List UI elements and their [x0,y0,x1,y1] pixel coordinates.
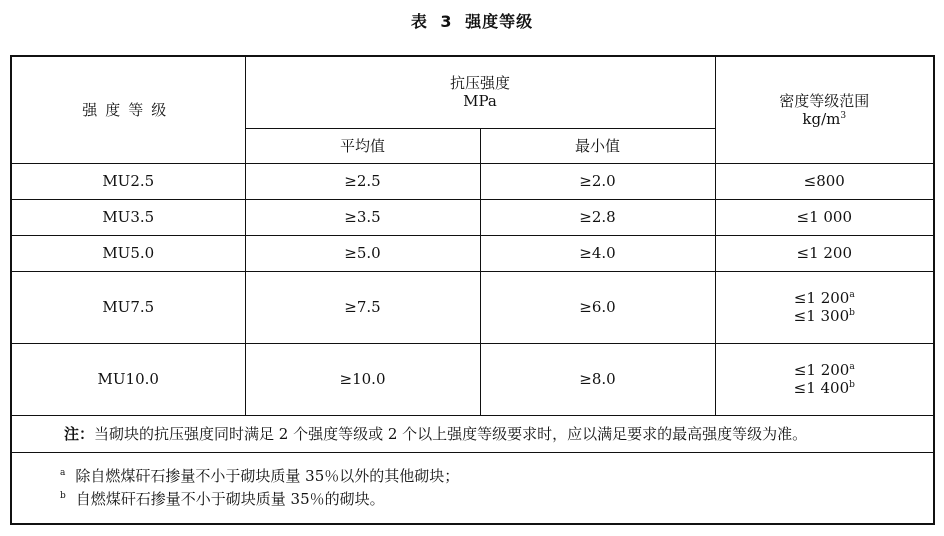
header-density-unit: kg/m [802,109,841,128]
cell-grade: MU2.5 [11,163,245,199]
density-value [716,307,934,325]
table-row [11,199,934,235]
header-strength-unit: MPa [463,92,497,111]
footnote-line [60,465,933,488]
density-value-text: ≤1 300 [793,307,850,325]
table-row [11,343,934,415]
cell-min: ≥8.0 [480,343,715,415]
footnote-mark: b [60,490,66,501]
cell-avg: ≥7.5 [245,271,480,343]
footnote-cell [11,452,934,524]
header-density-unit-line [716,110,934,128]
cell-min: ≥6.0 [480,271,715,343]
header-row [11,56,934,128]
header-density [715,56,934,163]
density-value-text: ≤1 200 [793,361,850,379]
cell-grade: MU7.5 [11,271,245,343]
density-value [716,244,934,262]
header-min: 最小值 [480,128,715,163]
cell-min: ≥4.0 [480,235,715,271]
footnote-marker: a [849,362,855,372]
note-row [11,415,934,452]
header-avg: 平均值 [245,128,480,163]
cell-avg: ≥3.5 [245,199,480,235]
density-value-text: ≤1 000 [796,208,853,226]
footnote-mark: a [60,468,66,479]
cell-density [715,235,934,271]
density-value-text: ≤1 200 [793,289,850,307]
density-value-text: ≤1 400 [793,379,850,397]
cell-grade: MU5.0 [11,235,245,271]
strength-grade-table [10,55,935,525]
footnote-marker: a [849,290,855,300]
note-text: 当砌块的抗压强度同时满足 2 个强度等级或 2 个以上强度等级要求时，应以满足要求的最高强度等级为准。 [94,424,808,443]
footnote-marker: b [849,308,855,318]
cell-avg: ≥10.0 [245,343,480,415]
cell-grade: MU3.5 [11,199,245,235]
table-row [11,163,934,199]
cell-grade: MU10.0 [11,343,245,415]
density-value [716,379,934,397]
density-value [716,208,934,226]
cell-density [715,271,934,343]
header-strength-text: 抗压强度 [450,74,511,93]
table-row [11,235,934,271]
header-grade [11,56,245,163]
footnote-line [60,488,933,511]
cell-avg: ≥5.0 [245,235,480,271]
density-value-text: ≤1 200 [796,244,853,262]
cell-density [715,163,934,199]
header-density-text: 密度等级范围 [779,91,870,110]
note-label: 注： [64,424,95,443]
footnote-text: 自燃煤矸石掺量不小于砌块质量 35％的砌块。 [75,489,385,508]
density-value [716,361,934,379]
footnote-text: 除自燃煤矸石掺量不小于砌块质量 35％以外的其他砌块； [75,467,460,486]
data-rows [11,163,934,415]
table-row [11,271,934,343]
header-strength [245,56,715,128]
table-title: 表 3 强度等级 [410,12,534,31]
density-value [716,289,934,307]
footnote-marker: b [849,380,855,390]
cell-avg: ≥2.5 [245,163,480,199]
density-value [716,172,934,190]
cell-density [715,199,934,235]
header-density-unit-sup: 3 [840,110,847,121]
header-grade-text: 强度等级 [82,100,175,119]
density-value-text: ≤800 [803,172,845,190]
footnote-row [11,452,934,524]
cell-density [715,343,934,415]
cell-min: ≥2.8 [480,199,715,235]
cell-min: ≥2.0 [480,163,715,199]
note-cell [11,415,934,452]
